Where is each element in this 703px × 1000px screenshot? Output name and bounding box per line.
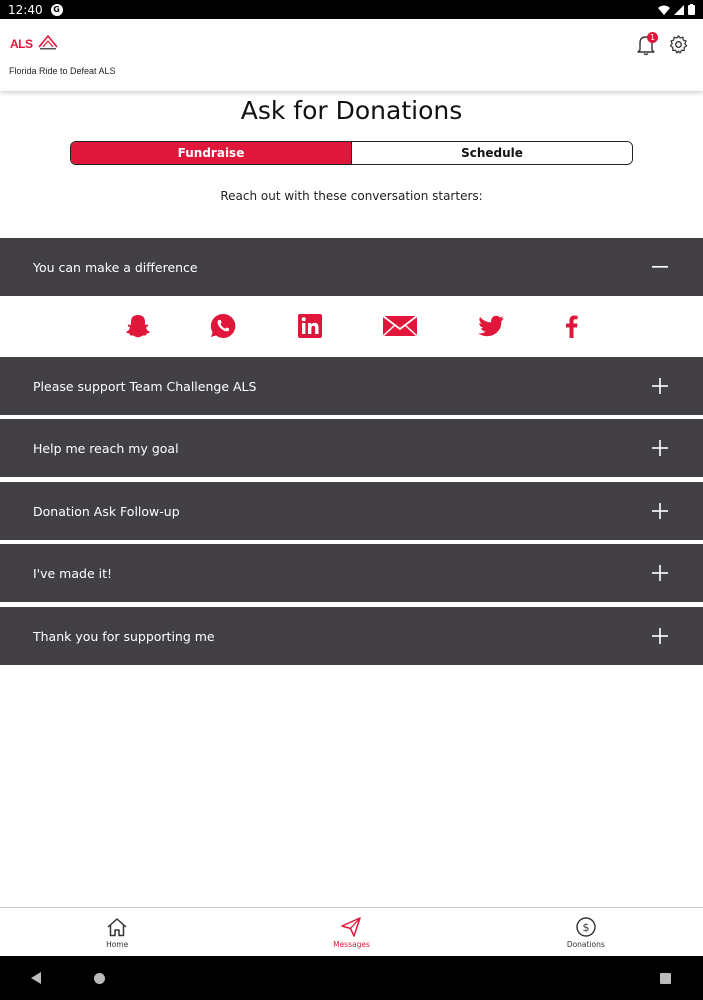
starter-title: I've made it! [33, 565, 113, 581]
linkedin-icon[interactable] [294, 310, 326, 342]
starter-row-follow-up[interactable] [0, 482, 703, 540]
starter-row-thank-you[interactable] [0, 607, 703, 665]
tab-switcher [70, 141, 633, 165]
starter-row-reach-goal[interactable] [0, 419, 703, 477]
nav-donations-label: Donations [566, 939, 605, 949]
wifi-icon [658, 5, 670, 15]
logo-text: ALS [10, 37, 33, 51]
bottom-nav [0, 907, 703, 956]
dollar-circle-icon [575, 916, 597, 938]
system-nav-bar [0, 956, 703, 1000]
starter-title: You can make a difference [33, 259, 198, 275]
als-logo[interactable] [10, 33, 59, 51]
event-name: Florida Ride to Defeat ALS [9, 66, 116, 76]
battery-icon [688, 4, 695, 15]
starter-title: Please support Team Challenge ALS [33, 378, 257, 394]
status-time: 12:40 [8, 2, 43, 17]
twitter-icon[interactable] [475, 310, 507, 342]
status-icons [658, 4, 695, 15]
starter-title: Thank you for supporting me [33, 628, 215, 644]
send-icon [340, 916, 362, 938]
team-logo-icon [37, 33, 59, 51]
home-icon [106, 916, 128, 938]
status-bar [0, 0, 703, 19]
nav-home-label: Home [106, 939, 129, 949]
share-options [0, 296, 703, 356]
starter-title: Donation Ask Follow-up [33, 503, 180, 519]
starter-row-support-team[interactable] [0, 357, 703, 415]
signal-icon [674, 5, 684, 15]
plus-icon[interactable] [651, 502, 669, 520]
app-notification-icon: G [51, 4, 63, 16]
plus-icon[interactable] [651, 439, 669, 457]
tab-schedule[interactable]: Schedule [351, 142, 632, 164]
email-icon[interactable] [382, 310, 418, 342]
starter-row-make-difference[interactable] [0, 238, 703, 296]
plus-icon[interactable] [651, 564, 669, 582]
tab-fundraise[interactable]: Fundraise [71, 142, 351, 164]
home-button-icon[interactable] [94, 973, 105, 984]
page-subtitle: Reach out with these conversation starters: [220, 189, 483, 203]
nav-messages[interactable] [234, 908, 468, 956]
plus-icon[interactable] [651, 377, 669, 395]
nav-home[interactable] [0, 908, 234, 956]
app-header [0, 19, 703, 91]
recents-icon[interactable] [660, 973, 671, 984]
nav-messages-label: Messages [333, 939, 370, 949]
minus-icon[interactable] [651, 258, 669, 276]
nav-donations[interactable] [469, 908, 703, 956]
back-icon[interactable] [30, 971, 42, 985]
snapchat-icon[interactable] [122, 310, 154, 342]
starter-title: Help me reach my goal [33, 440, 179, 456]
facebook-icon[interactable] [555, 310, 587, 342]
starter-row-made-it[interactable] [0, 544, 703, 602]
notification-badge: 1 [647, 32, 658, 43]
whatsapp-icon[interactable] [207, 310, 239, 342]
page-title: Ask for Donations [240, 96, 463, 125]
svg-text:$: $ [582, 920, 590, 934]
gear-icon[interactable] [668, 34, 689, 55]
plus-icon[interactable] [651, 627, 669, 645]
